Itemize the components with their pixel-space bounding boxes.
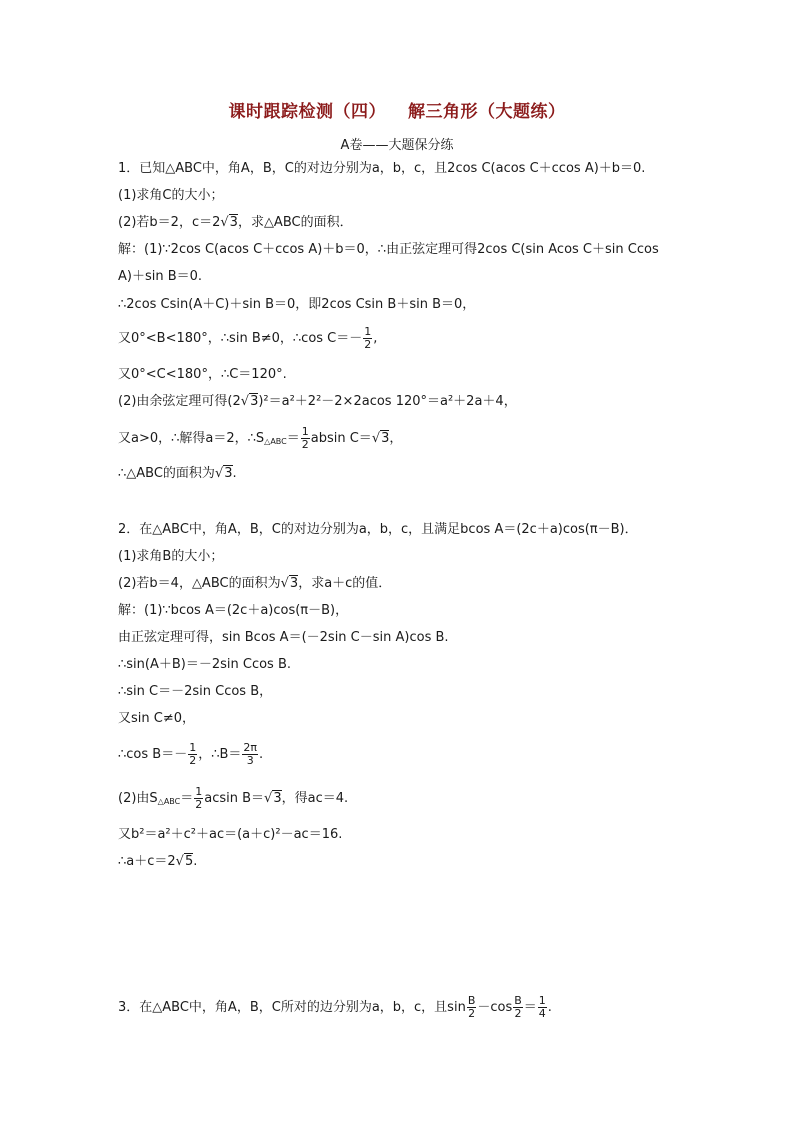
fraction: $\frac{B}{2}$	[514, 994, 522, 1020]
title-right: 解三角形（大题练）	[408, 102, 566, 122]
q1-solution-line2: A)＋sin B＝0.	[118, 269, 203, 284]
q2-part2: (2)若b＝4，△ABC的面积为√3，求a＋c的值．	[118, 576, 392, 591]
q2-solution-line9: ∴a＋c＝2√5.	[118, 854, 198, 869]
q2-solution-line1: 解：(1)∵bcos A＝(2c＋a)cos(π－B)，	[118, 603, 349, 618]
q2-solution-line8: 又b²＝a²＋c²＋ac＝(a＋c)²－ac＝16.	[118, 827, 343, 842]
q1-solution-line6: (2)由余弦定理可得(2√3)²＝a²＋2²－2×2acos 120°＝a²＋2a＋4，	[118, 394, 517, 409]
section-subtitle: A卷——大题保分练	[340, 138, 454, 153]
q2-stem: 2．在△ABC中，角A，B，C的对边分别为a，b，c，且满足bcos A＝(2c＋a)cos(π－B)．	[118, 522, 638, 537]
fraction: $\frac{B}{2}$	[467, 994, 476, 1020]
q1-solution-line7: 又a>0，∴解得a＝2，$\therefore S_{\triangle ABC}=$ $\frac{1}{2}$ absin C＝√3，	[118, 425, 403, 451]
fraction: $\frac{1}{4}$	[538, 994, 546, 1020]
fraction: $\frac{1}{2}$	[364, 325, 372, 351]
q2-part1: (1)求角B的大小；	[118, 549, 224, 564]
title-left: 课时跟踪检测（四）	[228, 102, 386, 122]
q1-solution-line1: 解：(1)∵2cos C(acos C＋ccos A)＋b＝0，∴由正弦定理可得2cos C(sin Acos C＋sin Ccos	[118, 242, 659, 257]
fraction: $\frac{1}{2}$	[189, 741, 197, 767]
fraction: $\frac{1}{2}$	[195, 785, 203, 811]
q1-solution-line5: 又0°<C<180°，∴C＝120°.	[118, 367, 287, 382]
q1-part1: (1)求角C的大小；	[118, 188, 224, 203]
q1-solution-line8: ∴△ABC的面积为√3.	[118, 466, 237, 481]
q1-stem: 1．已知△ABC中，角A，B，C的对边分别为a，b，c，且2cos C(acos C＋ccos A)＋b＝0.	[118, 161, 646, 176]
q1-solution-line4: 又0°<B<180°，∴sin B≠0，∴cos C＝－ $\frac{1}{2}$ ,	[118, 325, 378, 351]
q1-part2: (2)若b＝2，c＝2√3，求△ABC的面积．	[118, 215, 353, 230]
q2-solution-line4: ∴sin C＝－2sin Ccos B，	[118, 684, 273, 699]
q2-solution-line2: 由正弦定理可得，sin Bcos A＝(－2sin C－sin A)cos B.	[118, 630, 449, 645]
q1-solution-line3: ∴2cos Csin(A＋C)＋sin B＝0，即2cos Csin B＋sin B＝0，	[118, 297, 476, 312]
q2-solution-line3: ∴sin(A＋B)＝－2sin Ccos B.	[118, 657, 292, 672]
page-title	[0, 97, 794, 122]
fraction: $\frac{1}{2}$	[301, 425, 309, 451]
q2-solution-line5: 又sin C≠0，	[118, 711, 195, 726]
q2-solution-line7: (2)由$S_{\triangle ABC}=$ $\frac{1}{2}$ acsin B＝√3，得ac＝4.	[118, 785, 349, 811]
q3-stem: 3．在△ABC中，角A，B，C所对的边分别为a，b，c，且sin $\frac{B}{2}$ －cos $\frac{B}{2}$ ＝ $\frac{1}{4}$ .	[118, 994, 552, 1020]
fraction: $\frac{2\pi}{3}$	[243, 741, 258, 767]
q2-solution-line6: ∴cos B＝－ $\frac{1}{2}$ ，∴B＝ $\frac{2\pi}{3}$ .	[118, 741, 264, 767]
